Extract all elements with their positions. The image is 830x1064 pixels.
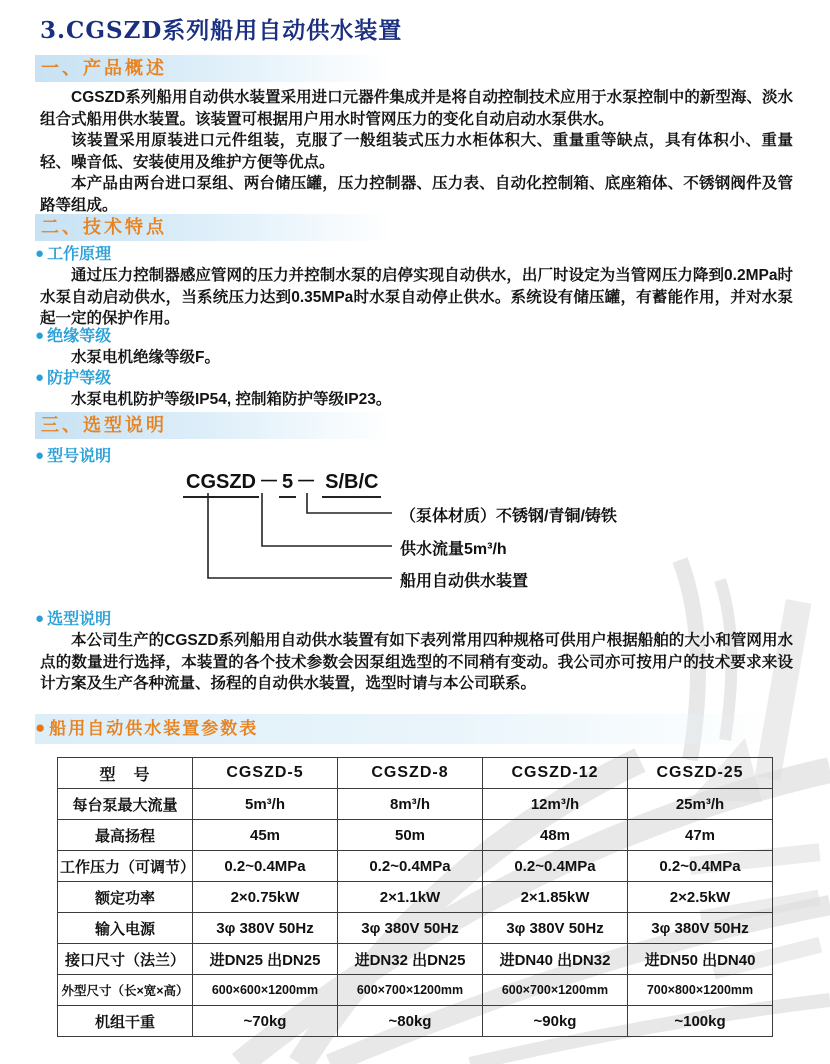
table-row [58, 1006, 773, 1037]
cell-value: 48m [483, 820, 628, 851]
section-heading-overview-label: 一、产品概述 [41, 58, 167, 78]
table-row [58, 820, 773, 851]
overview-paragraphs [40, 87, 793, 216]
cell-value: 进DN25 出DN25 [193, 944, 338, 975]
cell-value: 2×1.85kW [483, 882, 628, 913]
table-row [58, 882, 773, 913]
section-heading-overview [35, 55, 407, 82]
column-header: CGSZD-5 [193, 758, 338, 789]
feature-insulation-heading [35, 327, 111, 346]
cell-value: 2×2.5kW [628, 882, 773, 913]
row-label: 最高扬程 [58, 820, 193, 851]
parameter-table [57, 757, 773, 1037]
feature-label: 防护等级 [47, 370, 112, 387]
column-header: CGSZD-25 [628, 758, 773, 789]
selection-note-heading [35, 610, 111, 629]
section-heading-selection-label: 三、选型说明 [41, 415, 167, 435]
row-label: 工作压力（可调节） [58, 851, 193, 882]
row-label: 外型尺寸（长×宽×高） [58, 975, 193, 1006]
paragraph: CGSZD系列船用自动供水装置采用进口元器件集成并是将自动控制技术应用于水泵控制中的新型海、淡水组合式船用供水装置。该装置可根据用户用水时管网压力的变化自动启动水泵供水。 [40, 89, 793, 128]
paragraph: 本产品由两台进口泵组、两台储压罐，压力控制器、压力表、自动化控制箱、底座箱体、不锈钢阀件及管路等组成。 [40, 175, 793, 214]
bullet-icon: ● [35, 447, 45, 464]
selection-note-text [40, 630, 793, 695]
cell-value: 进DN50 出DN40 [628, 944, 773, 975]
model-heading-label: 型号说明 [47, 448, 112, 465]
model-note-flow: 供水流量5m³/h [400, 541, 507, 558]
cell-value: ~70kg [193, 1006, 338, 1037]
bullet-icon: ● [35, 327, 45, 344]
feature-label: 工作原理 [47, 246, 112, 263]
cell-value: 0.2~0.4MPa [628, 851, 773, 882]
cell-value: ~80kg [338, 1006, 483, 1037]
bullet-icon: ● [35, 718, 46, 737]
insulation-text [40, 347, 793, 369]
cell-value: 3φ 380V 50Hz [483, 913, 628, 944]
working-principle-text [40, 265, 793, 330]
table-row [58, 851, 773, 882]
cell-value: 600×700×1200mm [338, 975, 483, 1006]
cell-value: 0.2~0.4MPa [193, 851, 338, 882]
paragraph: 通过压力控制器感应管网的压力并控制水泵的启停实现自动供水，出厂时设定为当管网压力降到0.2MPa时水泵自动启动供水，当系统压力达到0.35MPa时水泵自动停止供水。系统设有储压罐，有蓄能作用，并对水泵起一定的保护作用。 [40, 267, 793, 327]
row-label: 输入电源 [58, 913, 193, 944]
cell-value: 47m [628, 820, 773, 851]
cell-value: 600×700×1200mm [483, 975, 628, 1006]
model-note-device: 船用自动供水装置 [400, 573, 529, 590]
bullet-icon: ● [35, 610, 45, 627]
selection-note-label: 选型说明 [47, 611, 112, 628]
row-label: 接口尺寸（法兰） [58, 944, 193, 975]
model-code-diagram [0, 465, 830, 605]
table-header-row [58, 758, 773, 789]
cell-value: 3φ 380V 50Hz [628, 913, 773, 944]
model-dash: － [296, 471, 317, 493]
cell-value: 2×0.75kW [193, 882, 338, 913]
section-heading-features-label: 二、技术特点 [41, 217, 167, 237]
feature-working-principle-heading [35, 245, 111, 264]
model-dash: － [259, 471, 279, 493]
bullet-icon: ● [35, 369, 45, 386]
param-table-heading-label: 船用自动供水装置参数表 [49, 719, 259, 738]
section-heading-selection [35, 412, 407, 439]
table-row [58, 789, 773, 820]
cell-value: 3φ 380V 50Hz [193, 913, 338, 944]
table-row [58, 975, 773, 1006]
cell-value: ~90kg [483, 1006, 628, 1037]
feature-protection-heading [35, 369, 111, 388]
model-note-material: （泵体材质）不锈钢/青铜/铸铁 [400, 508, 617, 525]
model-heading [35, 447, 111, 466]
cell-value: 12m³/h [483, 789, 628, 820]
page-title: 3.CGSZD系列船用自动供水装置 [40, 17, 403, 44]
paragraph: 水泵电机防护等级IP54, 控制箱防护等级IP23。 [71, 391, 392, 408]
paragraph: 本公司生产的CGSZD系列船用自动供水装置有如下表列常用四种规格可供用户根据船舶的大小和管网用水点的数量进行选择，本装置的各个技术参数会因泵组选型的不同稍有变动。我公司亦可按用户的技术要求来设计方案及生产各种流量、扬程的自动供水装置，选型时请与本公司联系。 [40, 632, 793, 692]
paragraph: 水泵电机绝缘等级F。 [71, 349, 220, 366]
cell-value: 600×600×1200mm [193, 975, 338, 1006]
model-flow: 5 [279, 471, 296, 498]
column-header: CGSZD-12 [483, 758, 628, 789]
section-heading-features [35, 214, 407, 241]
model-material: S/B/C [322, 471, 381, 498]
cell-value: 700×800×1200mm [628, 975, 773, 1006]
feature-label: 绝缘等级 [47, 328, 112, 345]
paragraph: 该装置采用原装进口元件组装，克服了一般组装式压力水柜体积大、重量重等缺点，具有体积小、重量轻、噪音低、安装使用及维护方便等优点。 [40, 132, 793, 171]
cell-value: 0.2~0.4MPa [338, 851, 483, 882]
model-series: CGSZD [183, 471, 259, 498]
row-label: 额定功率 [58, 882, 193, 913]
protection-text [40, 389, 793, 411]
cell-value: 3φ 380V 50Hz [338, 913, 483, 944]
cell-value: 45m [193, 820, 338, 851]
table-row [58, 913, 773, 944]
cell-value: ~100kg [628, 1006, 773, 1037]
bullet-icon: ● [35, 245, 45, 262]
row-label: 每台泵最大流量 [58, 789, 193, 820]
param-table-heading [35, 714, 795, 744]
cell-value: 0.2~0.4MPa [483, 851, 628, 882]
cell-value: 进DN40 出DN32 [483, 944, 628, 975]
cell-value: 50m [338, 820, 483, 851]
row-label: 机组干重 [58, 1006, 193, 1037]
cell-value: 2×1.1kW [338, 882, 483, 913]
table-row [58, 944, 773, 975]
cell-value: 5m³/h [193, 789, 338, 820]
column-header: 型 号 [58, 758, 193, 789]
cell-value: 8m³/h [338, 789, 483, 820]
cell-value: 进DN32 出DN25 [338, 944, 483, 975]
cell-value: 25m³/h [628, 789, 773, 820]
column-header: CGSZD-8 [338, 758, 483, 789]
